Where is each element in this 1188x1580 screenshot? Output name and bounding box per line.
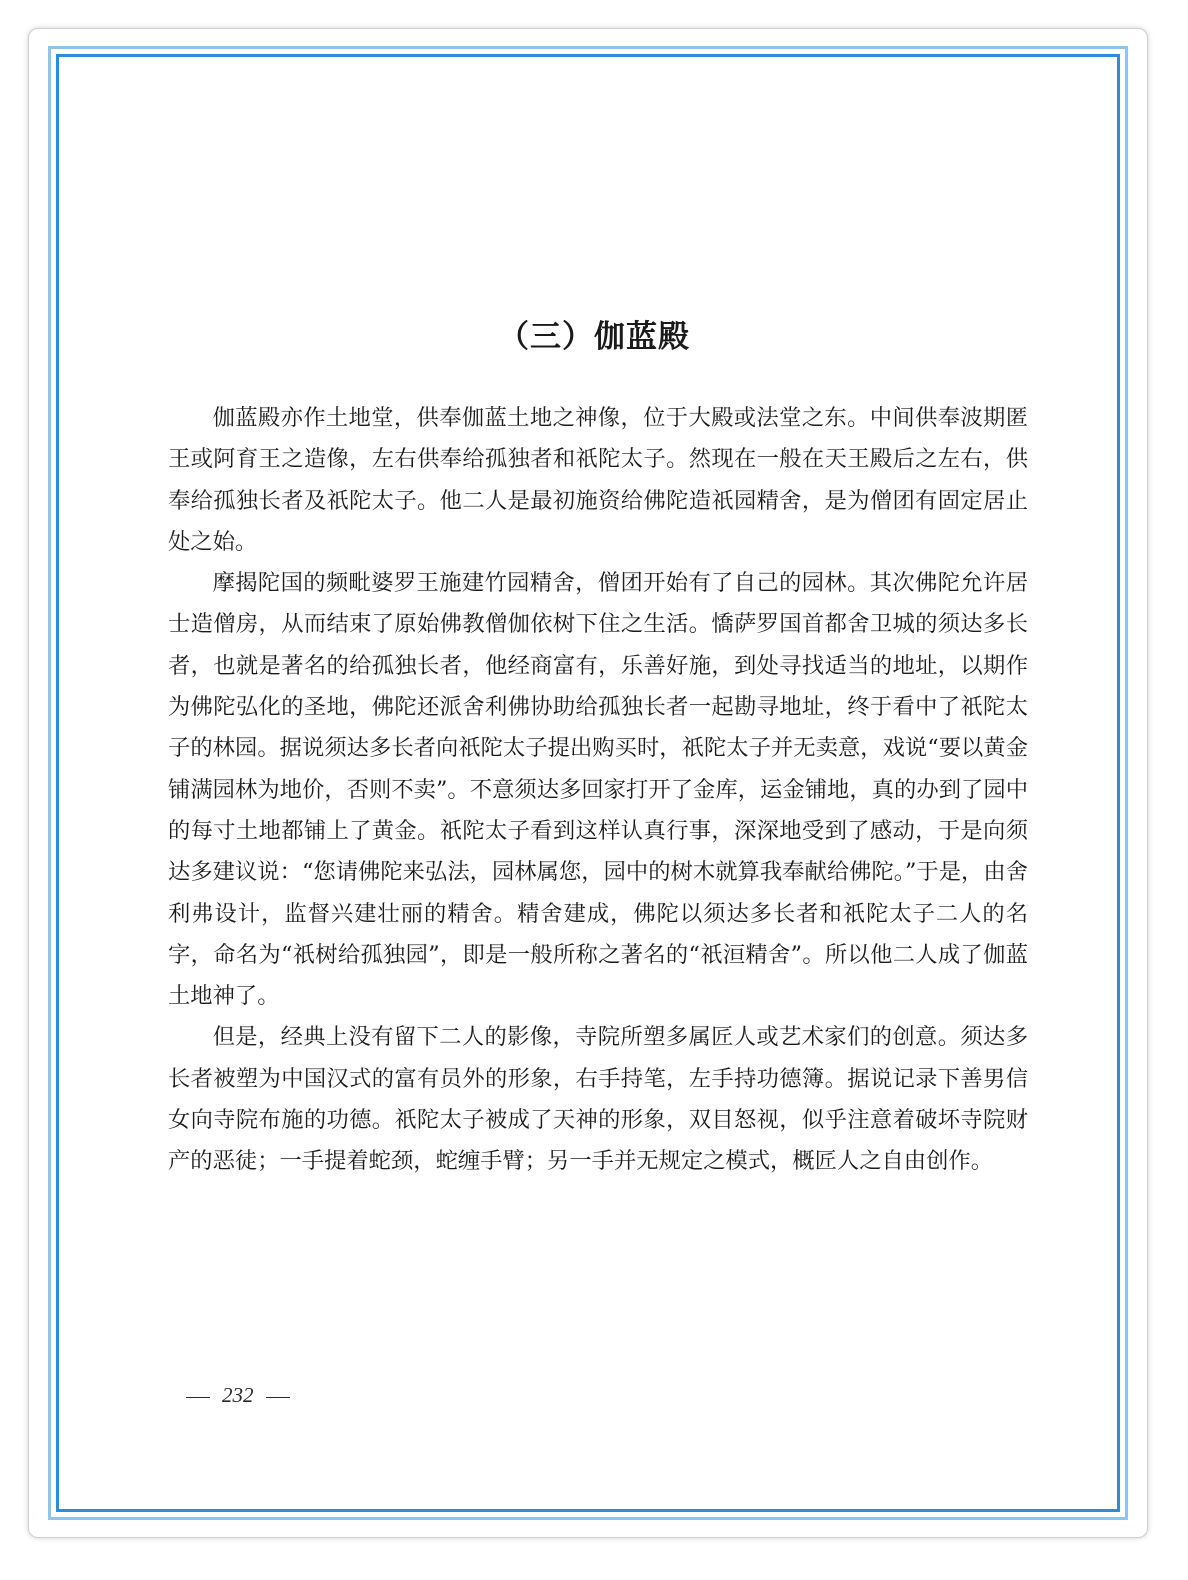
body-text — [168, 398, 1028, 1183]
page-number — [186, 1380, 302, 1410]
paragraph: 伽蓝殿亦作土地堂，供奉伽蓝土地之神像，位于大殿或法堂之东。中间供奉波期匿王或阿育王之造像，左右供奉给孤独者和祇陀太子。然现在一般在天王殿后之左右，供奉给孤独长者及祇陀太子。他二人是最初施资给佛陀造祇园精舍，是为僧团有固定居止处之始。 — [168, 405, 1028, 555]
section-title: （三）伽蓝殿 — [498, 319, 690, 355]
dash-right — [266, 1397, 290, 1398]
page-number-value: 232 — [222, 1383, 254, 1407]
paragraph: 但是，经典上没有留下二人的影像，寺院所塑多属匠人或艺术家们的创意。须达多长者被塑为中国汉式的富有员外的形象，右手持笔，左手持功德簿。据说记录下善男信女向寺院布施的功德。祇陀太子被成了天神的形象，双目怒视，似乎注意着破坏寺院财产的恶徒；一手提着蛇颈，蛇缠手臂；另一手并无规定之模式，概匠人之自由创作。 — [168, 1024, 1028, 1175]
paragraph: 摩揭陀国的频毗婆罗王施建竹园精舍，僧团开始有了自己的园林。其次佛陀允许居士造僧房，从而结束了原始佛教僧伽依树下住之生活。憍萨罗国首都舍卫城的须达多长者，也就是著名的给孤独长者，他经商富有，乐善好施，到处寻找适当的地址，以期作为佛陀弘化的圣地，佛陀还派舍利佛协助给孤独长者一起勘寻地址，终于看中了祇陀太子的林园。据说须达多长者向祇陀太子提出购买时，祇陀太子并无卖意，戏说“要以黄金铺满园林为地价，否则不卖”。不意须达多回家打开了金库，运金铺地，真的办到了园中的每寸土地都铺上了黄金。祇陀太子看到这样认真行事，深深地受到了感动，于是向须达多建议说：“您请佛陀来弘法，园林属您，园中的树木就算我奉献给佛陀。”于是，由舍利弗设计，监督兴建壮丽的精舍。精舍建成，佛陀以须达多长者和祇陀太子二人的名字，命名为“祇树给孤独园”，即是一般所称之著名的“祇洹精舍”。所以他二人成了伽蓝土地神了。 — [168, 570, 1028, 1010]
dash-left — [186, 1397, 210, 1398]
